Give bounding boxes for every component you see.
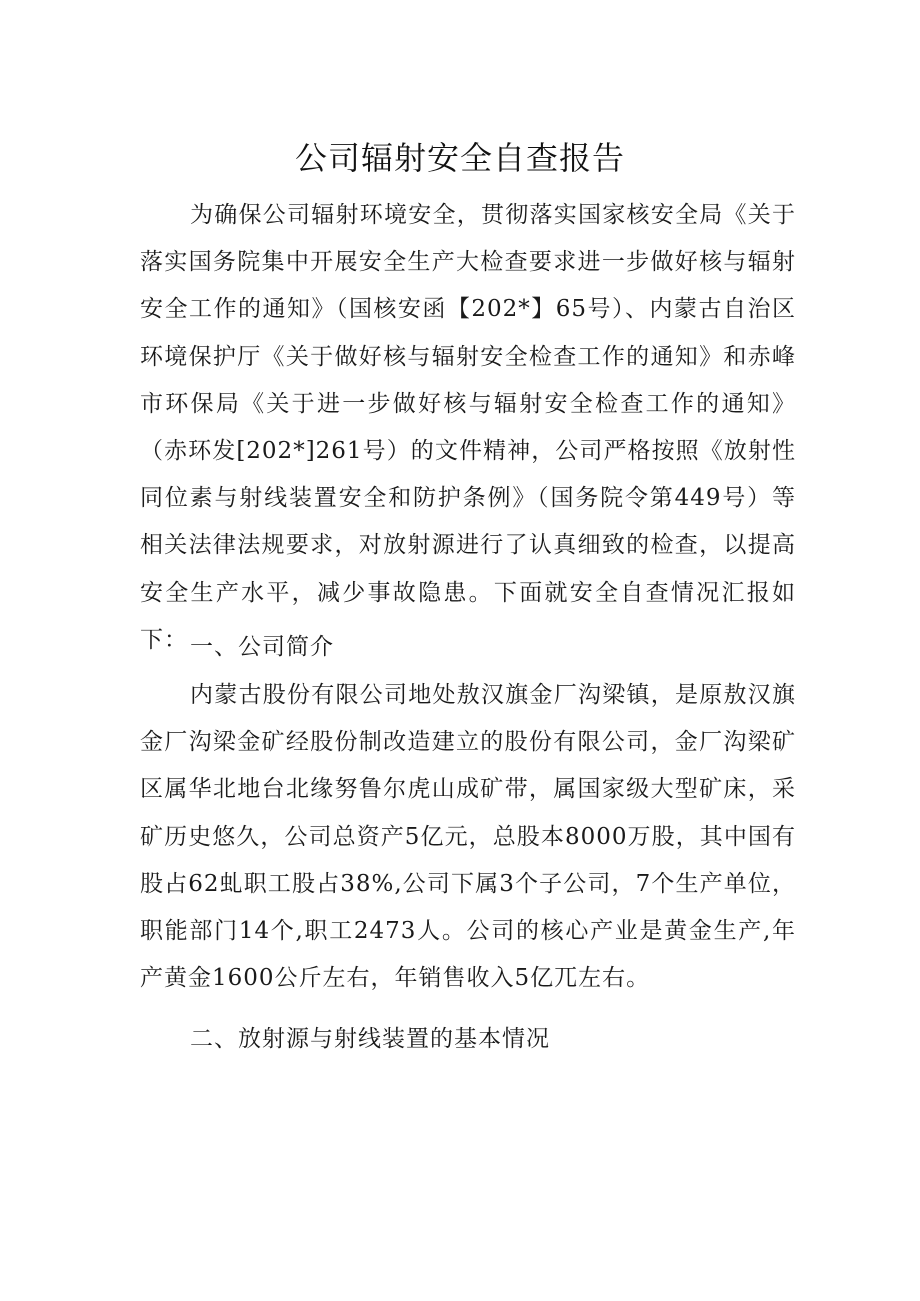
section-heading-radiation-sources: 二、放射源与射线装置的基本情况 bbox=[190, 1026, 550, 1052]
company-profile-paragraph: 内蒙古股份有限公司地处敖汉旗金厂沟梁镇，是原敖汉旗金厂沟梁金矿经股份制改造建立的股份有限公司，金厂沟梁矿区属华北地台北缘努鲁尔虎山成矿带，属国家级大型矿床，采矿历史悠久，公司总资产5亿元，总股本8000万股，其中国有股占62虬职工股占38%,公司下属3个子公司，7个生产单位，职能部门14个,职工2473人。公司的核心产业是黄金生产,年产黄金1600公斤左右，年销售收入5亿兀左右。 bbox=[140, 682, 796, 992]
section-heading-company-profile: 一、公司简介 bbox=[190, 634, 334, 660]
intro-paragraph: 为确保公司辐射环境安全，贯彻落实国家核安全局《关于落实国务院集中开展安全生产大检查要求进一步做好核与辐射安全工作的通知》（国核安函【202*】65号）、内蒙古自治区环境保护厅《关于做好核与辐射安全检查工作的通知》和赤峰市环保局《关于进一步做好核与辐射安全检查工作的通知》（赤环发[202*]261号）的文件精神，公司严格按照《放射性同位素与射线装置安全和防护条例》（国务院令第449号）等相关法律法规要求，对放射源进行了认真细致的检查，以提高安全生产水平，减少事故隐患。下面就安全自查情况汇报如下： bbox=[140, 202, 796, 653]
document-title: 公司辐射安全自查报告 bbox=[294, 139, 625, 177]
